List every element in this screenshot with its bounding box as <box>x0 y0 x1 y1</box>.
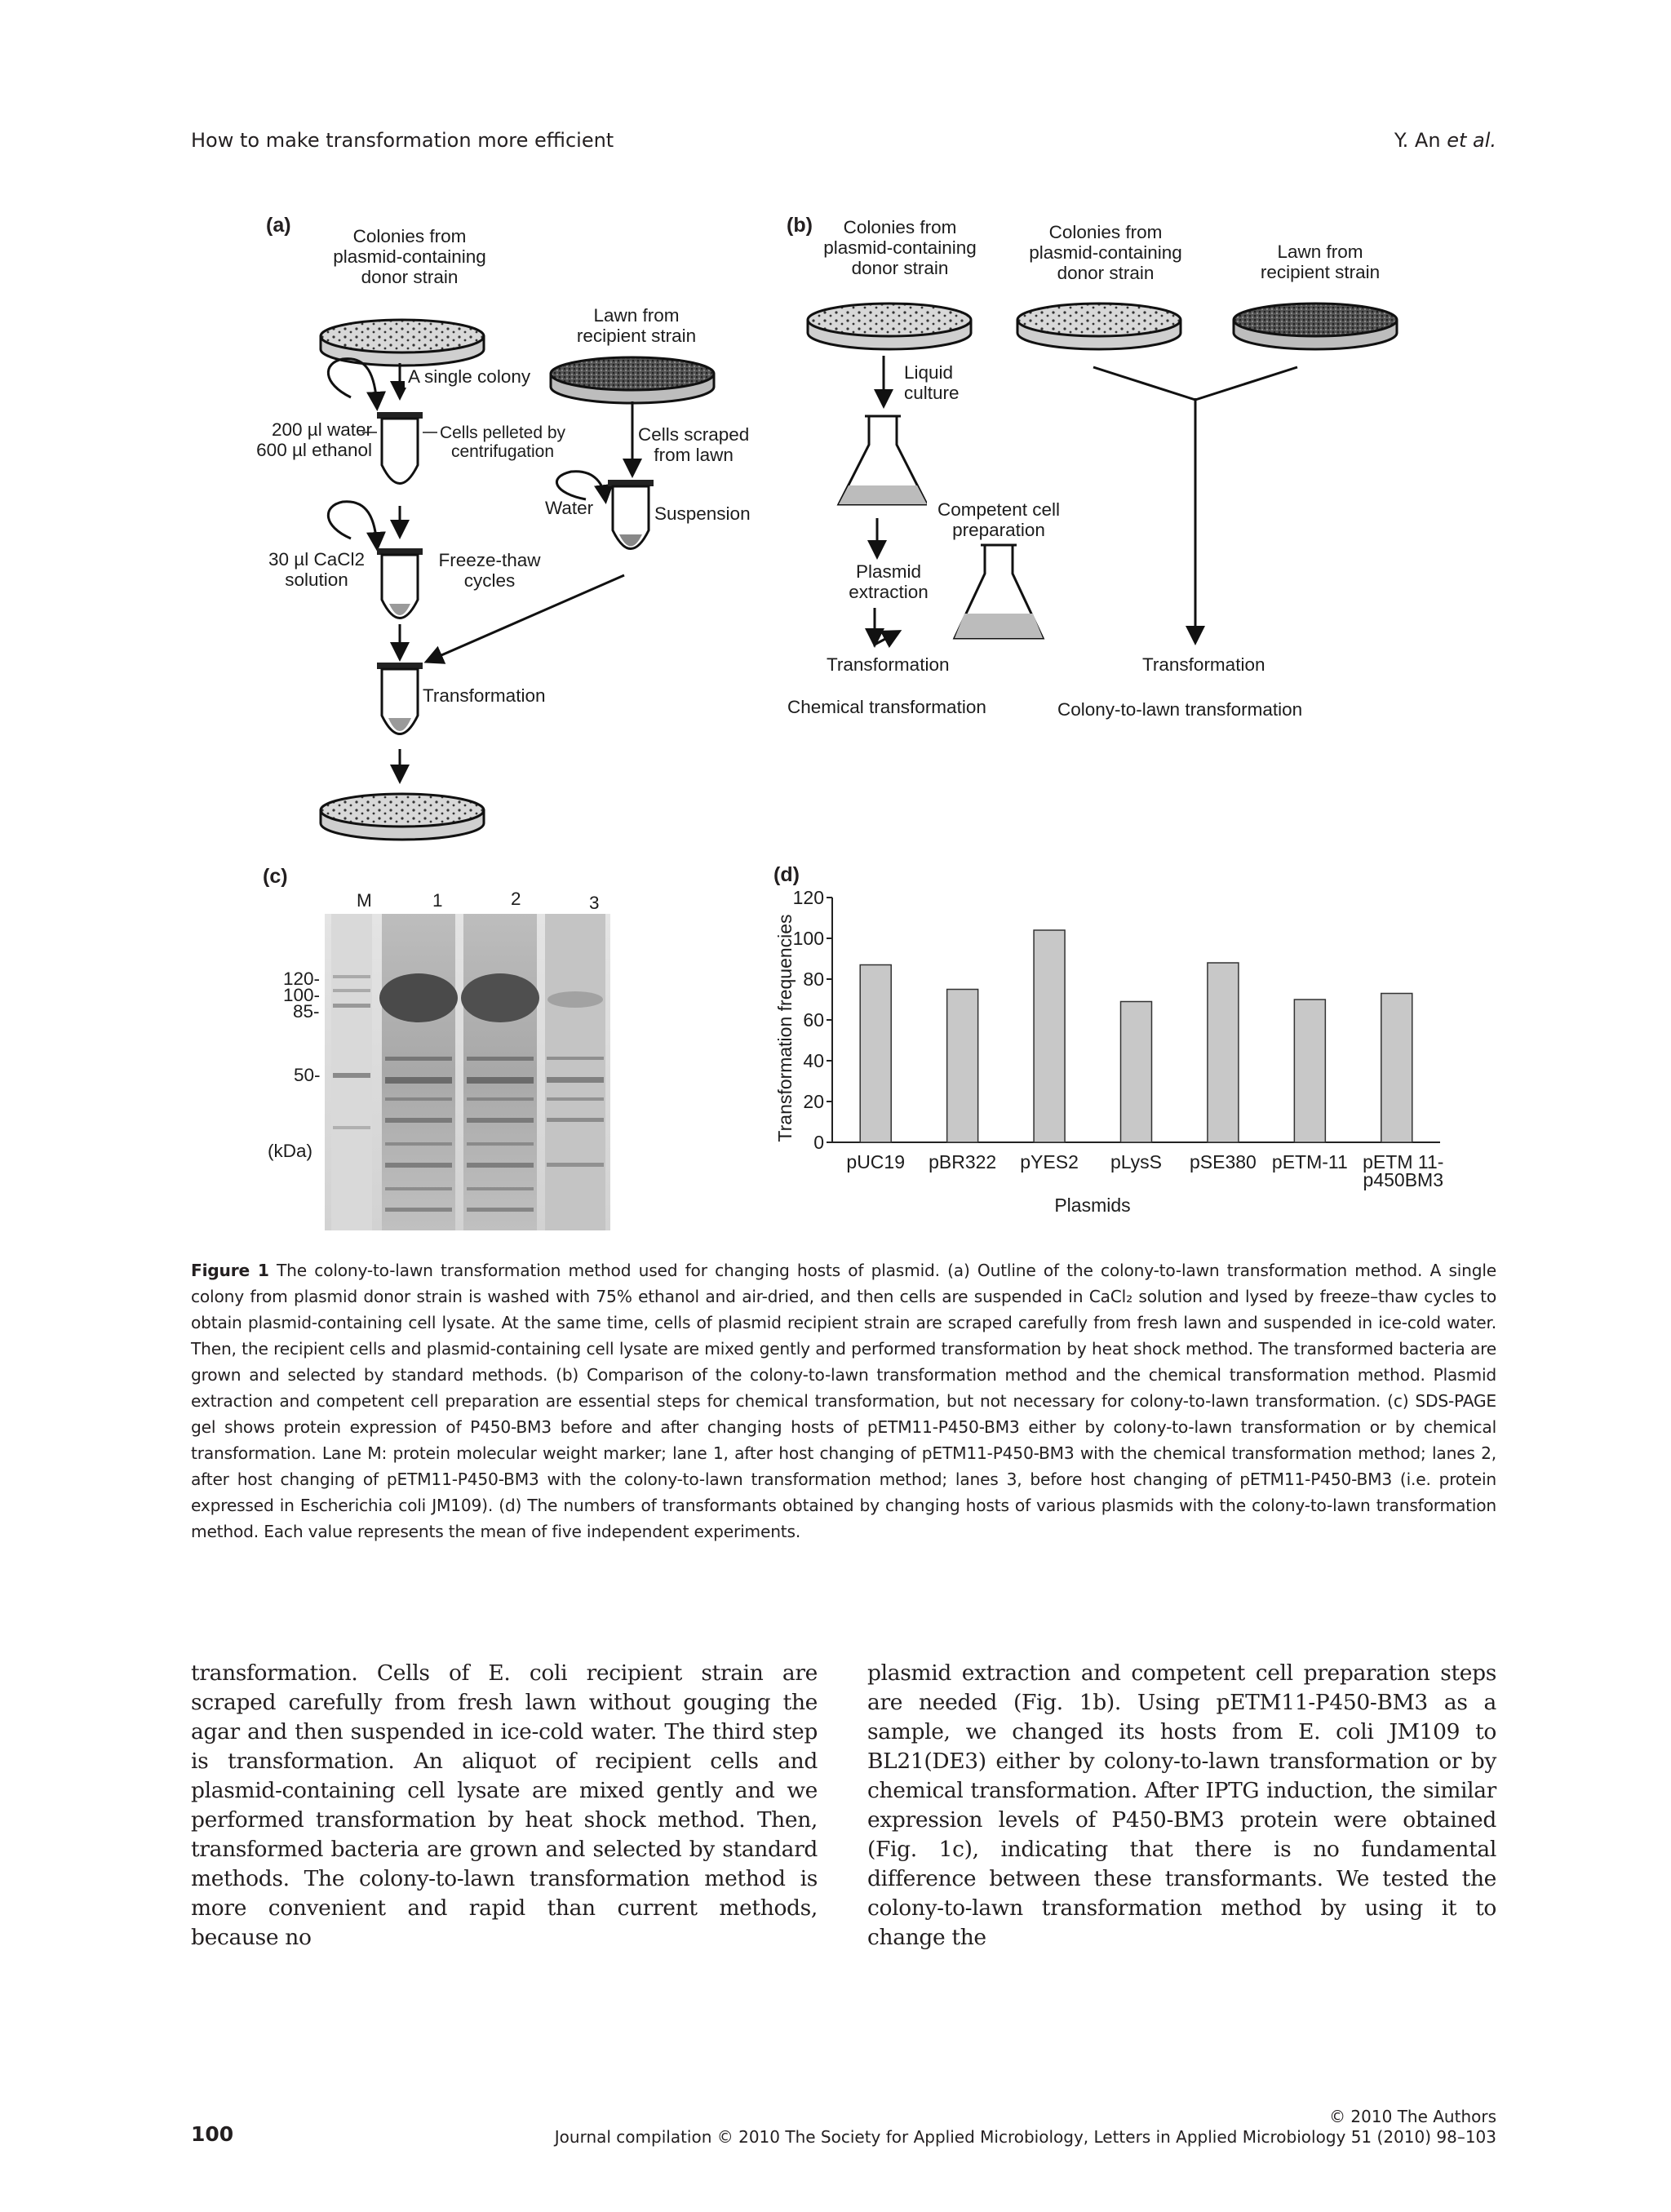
label-lawn-a: Lawn from recipient strain <box>576 305 697 346</box>
y-tick-label: 60 <box>803 1009 824 1031</box>
label-water: Water <box>545 498 594 518</box>
footer-journal: Journal compilation © 2010 The Society for Applied Microbiology, Letters in Applied Microbiology 51 (2010) 98–103 <box>554 2127 1496 2147</box>
label-single-colony: A single colony <box>405 367 534 388</box>
x-tick-label: pLysS <box>1110 1151 1163 1172</box>
label-freeze-thaw: Freeze-thaw cycles <box>438 550 541 591</box>
marker-100: 100- <box>283 985 321 1005</box>
lane-label-1: 1 <box>432 890 443 911</box>
label-plasmid-extraction: Plasmid extraction <box>849 561 929 602</box>
x-tick-label: pETM 11- <box>1363 1151 1444 1172</box>
footer-copyright: © 2010 The Authors <box>1329 2107 1496 2126</box>
petri-dish-lawn-a <box>551 357 714 403</box>
label-transformation-b1: Transformation <box>827 654 950 675</box>
bar-chart-transformation-frequencies <box>767 881 1444 1224</box>
running-head-title: How to make transformation more efficient <box>191 129 614 152</box>
running-head-authors: Y. An et al. <box>1394 129 1496 152</box>
bar-2 <box>947 990 978 1143</box>
lane-label-m: M <box>357 890 372 911</box>
panel-c-letter: (c) <box>263 865 288 888</box>
bar-3 <box>1034 930 1065 1142</box>
y-axis-label: Transformation frequencies <box>774 914 796 1142</box>
tube-2 <box>377 548 423 618</box>
label-lawn-b: Lawn from recipient strain <box>1260 242 1381 282</box>
petri-dish-donor-b1 <box>808 304 971 349</box>
bar-4 <box>1121 1002 1152 1143</box>
panel-b-letter: (b) <box>787 214 813 237</box>
lane-label-2: 2 <box>511 889 521 909</box>
label-water-ethanol: 200 µl water 600 µl ethanol <box>256 419 372 460</box>
panel-a-letter: (a) <box>266 214 291 237</box>
x-tick-label: pSE380 <box>1189 1151 1257 1172</box>
figure-caption <box>191 1257 1496 1545</box>
x-tick-label: pYES2 <box>1020 1151 1079 1172</box>
label-competent: Competent cell preparation <box>927 500 1070 541</box>
label-transformation-b2: Transformation <box>1142 654 1265 675</box>
kda-unit: (kDa) <box>268 1141 312 1161</box>
label-pelleted: Cells pelleted by centrifugation <box>439 423 566 462</box>
sds-page-gel <box>325 914 610 1230</box>
x-axis-label: Plasmids <box>1054 1195 1131 1216</box>
y-tick-label: 20 <box>803 1091 824 1112</box>
tube-3 <box>377 663 423 734</box>
marker-labels <box>283 971 320 1020</box>
marker-120: 120- <box>283 969 321 989</box>
y-tick-label: 0 <box>813 1132 824 1153</box>
label-cacl2: 30 µl CaCl2 solution <box>268 549 365 590</box>
marker-85: 85- <box>293 1001 320 1022</box>
page-number: 100 <box>191 2122 234 2146</box>
label-scraped: Cells scraped from lawn <box>638 424 750 465</box>
label-chemical-transformation: Chemical transformation <box>787 697 986 717</box>
bar-5 <box>1208 963 1239 1142</box>
x-tick-label: pBR322 <box>929 1151 997 1172</box>
label-donor-a: Colonies from plasmid-containing donor strain <box>333 226 486 287</box>
label-liquid-culture: Liquid culture <box>904 362 960 403</box>
bar-7 <box>1381 994 1412 1143</box>
label-donor-b1: Colonies from plasmid-containing donor strain <box>823 217 977 278</box>
label-transformation-a: Transformation <box>423 685 546 706</box>
petri-dish-donor-b2 <box>1017 304 1181 349</box>
x-tick-label: pETM-11 <box>1271 1151 1348 1172</box>
label-donor-b2: Colonies from plasmid-containing donor strain <box>1029 222 1182 283</box>
tube-4 <box>608 480 654 549</box>
y-tick-label: 80 <box>803 969 824 990</box>
y-tick-label: 40 <box>803 1050 824 1071</box>
panel-d-letter: (d) <box>773 863 800 886</box>
flask-liquid-culture <box>839 416 927 504</box>
marker-50: 50- <box>294 1065 321 1085</box>
flask-competent-cells <box>955 545 1043 638</box>
bar-6 <box>1294 1000 1325 1142</box>
x-tick-label: p450BM3 <box>1363 1169 1444 1190</box>
label-colony-lawn-transformation: Colony-to-lawn transformation <box>1057 699 1303 720</box>
x-tick-label: pUC19 <box>846 1151 906 1172</box>
caption-text: The colony-to-lawn transformation method used for changing hosts of plasmid. (a) Outline of the colony-to-lawn transformation method. A single colony from plasmid donor strain is washed with 75% ethanol and air-dried, and then cells are suspended in CaCl₂ solution and lysed by freeze–thaw cycles to obtain plasmid-containing cell lysate. At the same time, cells of plasmid recipient strain are scraped carefully from fresh lawn and suspended in ice-cold water. Then, the recipient cells and plasmid-containing cell lysate are mixed gently and performed transformation by heat shock method. The transformed bacteria are grown and selected by standard methods. (b) Comparison of the colony-to-lawn transformation method and the chemical transformation method. Plasmid extraction and competent cell preparation are essential steps for chemical transformation, but not necessary for colony-to-lawn transformation. (c) SDS-PAGE gel shows protein expression of P450-BM3 before and after changing hosts of pETM11-P450-BM3 either by colony-to-lawn transformation or by chemical transformation. Lane M: protein molecular weight marker; lane 1, after host changing of pETM11-P450-BM3 with the chemical transformation method; lanes 2, after host changing of pETM11-P450-BM3 with the colony-to-lawn transformation method; lanes 3, before host changing of pETM11-P450-BM3 (i.e. protein expressed in Escherichia coli JM109). (d) The numbers of transformants obtained by changing hosts of various plasmids with the colony-to-lawn transformation method. Each value represents the mean of five independent experiments. <box>191 1261 1497 1541</box>
label-suspension: Suspension <box>654 503 751 524</box>
y-tick-label: 100 <box>792 928 824 949</box>
body-left-column: transformation. Cells of E. coli recipient strain are scraped carefully from fresh lawn without gouging the agar and then suspended in ice-cold water. The third step is transformation. An aliquot of recipient cells and plasmid-containing cell lysate are mixed gently and we performed transformation by heat shock method. Then, transformed bacteria are grown and selected by standard methods. The colony-to-lawn transformation method is more convenient and rapid than current methods, because no <box>191 1660 818 1950</box>
y-tick-label: 120 <box>792 887 824 908</box>
petri-dish-lawn-b <box>1234 304 1397 349</box>
bar-1 <box>860 965 891 1143</box>
caption-label: Figure 1 <box>191 1261 269 1280</box>
petri-dish-result-a <box>321 794 484 840</box>
body-right-column: plasmid extraction and competent cell preparation steps are needed (Fig. 1b). Using pETM11-P450-BM3 as a sample, we changed its hosts from E. coli JM109 to BL21(DE3) either by colony-to-lawn transformation or by chemical transformation. After IPTG induction, the similar expression levels of P450-BM3 protein were obtained (Fig. 1c), indicating that there is no fundamental difference between these transformants. We tested the colony-to-lawn transformation method by using it to change the <box>867 1660 1496 1950</box>
lane-label-3: 3 <box>589 893 600 913</box>
